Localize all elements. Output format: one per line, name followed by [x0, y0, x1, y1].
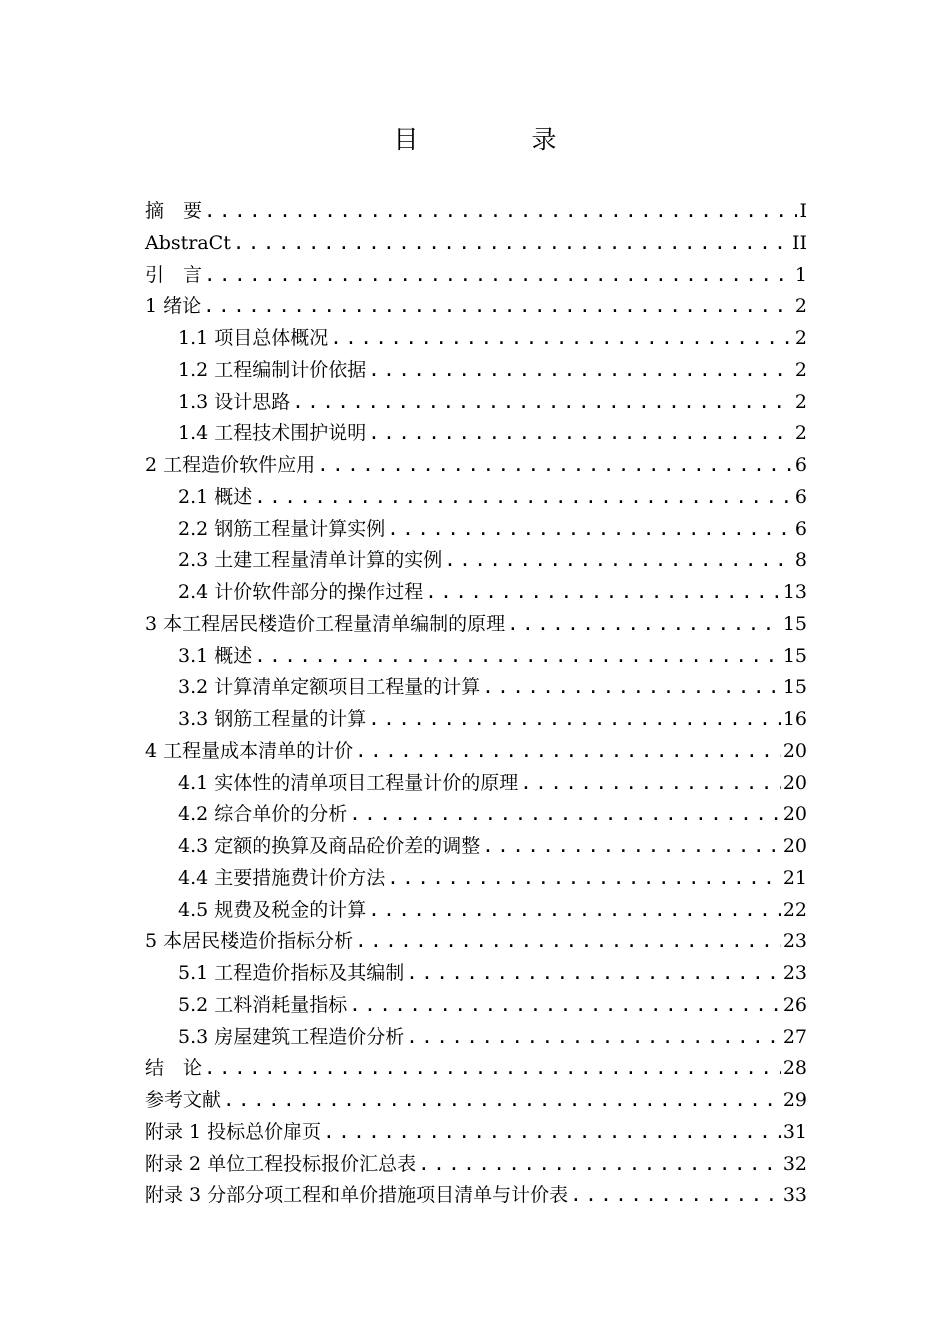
- toc-entry-label: 5.1 工程造价指标及其编制: [178, 962, 405, 984]
- toc-dot-leader: [355, 926, 781, 958]
- toc-entry-label: 2.3 土建工程量清单计算的实例: [178, 549, 443, 572]
- toc-entry-page-number: 2: [794, 390, 807, 413]
- toc-entry-page-number: 21: [782, 866, 807, 889]
- toc-entry-label: 2.2 钢筋工程量计算实例: [178, 517, 386, 540]
- toc-entry[interactable]: [145, 1180, 807, 1212]
- toc-entry[interactable]: [145, 577, 807, 609]
- toc-entry-label: 5 本居民楼造价指标分析: [145, 930, 354, 953]
- toc-entry-page-number: 27: [782, 1025, 807, 1048]
- toc-entry-page-number: 1: [794, 263, 807, 286]
- toc-entry-label: 参考文献: [145, 1089, 222, 1111]
- toc-entry-label: 附录 3 分部分项工程和单价措施项目清单与计价表: [145, 1184, 569, 1207]
- toc-entry-page-number: 32: [782, 1152, 807, 1175]
- toc-dot-leader: [330, 323, 793, 355]
- toc-entry-label: 引 言: [145, 263, 203, 286]
- toc-entry-page-number: 33: [782, 1184, 807, 1207]
- toc-entry-page-number: 22: [782, 898, 807, 921]
- toc-dot-leader: [254, 482, 793, 514]
- toc-entry-label: 结 论: [145, 1057, 203, 1080]
- toc-entry[interactable]: [145, 1149, 807, 1181]
- toc-dot-leader: [507, 609, 781, 641]
- toc-entry-label: 3.3 钢筋工程量的计算: [178, 708, 367, 730]
- toc-entry[interactable]: [145, 387, 807, 419]
- toc-entry-label: 4.4 主要措施费计价方法: [178, 866, 386, 889]
- toc-entry[interactable]: [145, 641, 807, 673]
- toc-dot-leader: [323, 1117, 781, 1149]
- toc-entry-label: 3.1 概述: [178, 644, 253, 667]
- toc-entry[interactable]: [145, 831, 807, 863]
- toc-entry-label: 1.4 工程技术围护说明: [178, 422, 367, 445]
- toc-entry[interactable]: [145, 1053, 807, 1085]
- toc-entry[interactable]: [145, 323, 807, 355]
- toc-entry-page-number: 23: [782, 930, 807, 953]
- toc-entry-label: 2 工程造价软件应用: [145, 454, 316, 476]
- toc-entry[interactable]: [145, 1022, 807, 1054]
- toc-dot-leader: [425, 577, 781, 609]
- toc-entry[interactable]: [145, 895, 807, 927]
- page-title: 目 录: [393, 125, 601, 154]
- toc-entry-page-number: 28: [782, 1057, 807, 1080]
- toc-entry-label: 1.3 设计思路: [178, 390, 291, 413]
- toc-entry[interactable]: [145, 736, 807, 768]
- toc-entry-label: 1.2 工程编制计价依据: [178, 358, 367, 381]
- toc-entry-label: 摘 要: [145, 200, 203, 222]
- toc-entry-label: 4.1 实体性的清单项目工程量计价的原理: [178, 771, 519, 794]
- toc-entry-label: 4.3 定额的换算及商品砼价差的调整: [178, 835, 481, 857]
- toc-entry-label: AbstraCt: [145, 231, 231, 254]
- toc-entry-page-number: 8: [794, 549, 807, 572]
- table-of-contents: [145, 196, 807, 1212]
- toc-entry[interactable]: [145, 704, 807, 736]
- toc-dot-leader: [349, 799, 781, 831]
- toc-entry-label: 5.2 工料消耗量指标: [178, 993, 348, 1016]
- toc-entry-page-number: 6: [794, 454, 807, 476]
- toc-dot-leader: [223, 1085, 781, 1117]
- toc-entry[interactable]: [145, 228, 807, 260]
- toc-dot-leader: [520, 768, 781, 800]
- toc-entry-page-number: 31: [782, 1120, 807, 1143]
- toc-entry-page-number: 2: [794, 327, 807, 349]
- toc-entry-page-number: 16: [782, 708, 807, 730]
- toc-entry[interactable]: [145, 799, 807, 831]
- toc-entry[interactable]: [145, 672, 807, 704]
- toc-entry-label: 4 工程量成本清单的计价: [145, 739, 354, 762]
- toc-entry-page-number: 6: [794, 517, 807, 540]
- toc-dot-leader: [482, 831, 781, 863]
- toc-entry-page-number: 20: [782, 739, 807, 762]
- toc-entry-label: 3 本工程居民楼造价工程量清单编制的原理: [145, 612, 506, 635]
- toc-entry[interactable]: [145, 482, 807, 514]
- toc-entry-page-number: 15: [782, 676, 807, 699]
- toc-entry-page-number: 20: [782, 835, 807, 857]
- toc-dot-leader: [204, 260, 793, 292]
- toc-dot-leader: [387, 514, 793, 546]
- toc-dot-leader: [368, 704, 781, 736]
- toc-entry-page-number: 23: [782, 962, 807, 984]
- toc-dot-leader: [368, 355, 793, 387]
- toc-dot-leader: [570, 1180, 781, 1212]
- toc-dot-leader: [355, 736, 781, 768]
- toc-dot-leader: [368, 895, 781, 927]
- toc-entry-label: 2.1 概述: [178, 485, 253, 508]
- toc-entry-label: 4.2 综合单价的分析: [178, 803, 348, 826]
- toc-dot-leader: [204, 196, 797, 228]
- toc-entry-page-number: 26: [782, 993, 807, 1016]
- toc-dot-leader: [418, 1149, 781, 1181]
- toc-entry[interactable]: [145, 418, 807, 450]
- toc-entry[interactable]: [145, 291, 807, 323]
- toc-dot-leader: [203, 291, 793, 323]
- toc-entry[interactable]: [145, 609, 807, 641]
- toc-entry-page-number: 2: [794, 358, 807, 381]
- toc-dot-leader: [368, 418, 793, 450]
- toc-dot-leader: [444, 545, 793, 577]
- toc-entry-label: 5.3 房屋建筑工程造价分析: [178, 1025, 405, 1048]
- toc-entry-page-number: II: [791, 231, 807, 254]
- toc-entry[interactable]: [145, 514, 807, 546]
- toc-entry-label: 4.5 规费及税金的计算: [178, 898, 367, 921]
- toc-entry-page-number: 2: [794, 295, 807, 318]
- toc-entry-label: 附录 2 单位工程投标报价汇总表: [145, 1152, 417, 1175]
- toc-entry-label: 附录 1 投标总价扉页: [145, 1120, 322, 1143]
- toc-dot-leader: [317, 450, 793, 482]
- toc-dot-leader: [254, 641, 781, 673]
- toc-entry-label: 1 绪论: [145, 295, 202, 318]
- toc-entry[interactable]: [145, 260, 807, 292]
- toc-dot-leader: [406, 958, 781, 990]
- toc-entry-label: 3.2 计算清单定额项目工程量的计算: [178, 676, 481, 699]
- toc-entry-page-number: 2: [794, 422, 807, 445]
- toc-entry[interactable]: [145, 545, 807, 577]
- toc-entry[interactable]: [145, 863, 807, 895]
- toc-entry-page-number: 13: [782, 581, 807, 603]
- toc-entry[interactable]: [145, 355, 807, 387]
- toc-entry[interactable]: [145, 1117, 807, 1149]
- toc-entry[interactable]: [145, 990, 807, 1022]
- toc-dot-leader: [233, 228, 790, 260]
- toc-entry-page-number: 20: [782, 803, 807, 826]
- toc-entry-label: 2.4 计价软件部分的操作过程: [178, 581, 424, 603]
- toc-dot-leader: [406, 1022, 781, 1054]
- toc-entry-page-number: 6: [794, 485, 807, 508]
- toc-dot-leader: [349, 990, 781, 1022]
- toc-dot-leader: [204, 1053, 781, 1085]
- toc-entry[interactable]: [145, 958, 807, 990]
- toc-entry-page-number: 15: [782, 644, 807, 667]
- toc-dot-leader: [482, 672, 781, 704]
- toc-entry[interactable]: [145, 768, 807, 800]
- toc-entry[interactable]: [145, 450, 807, 482]
- toc-entry-page-number: 15: [782, 612, 807, 635]
- toc-entry-page-number: I: [799, 200, 807, 222]
- toc-dot-leader: [292, 387, 793, 419]
- toc-entry-page-number: 29: [782, 1089, 807, 1111]
- toc-entry[interactable]: [145, 196, 807, 228]
- toc-dot-leader: [387, 863, 781, 895]
- toc-entry[interactable]: [145, 926, 807, 958]
- toc-entry-page-number: 20: [782, 771, 807, 794]
- toc-entry[interactable]: [145, 1085, 807, 1117]
- toc-entry-label: 1.1 项目总体概况: [178, 327, 329, 349]
